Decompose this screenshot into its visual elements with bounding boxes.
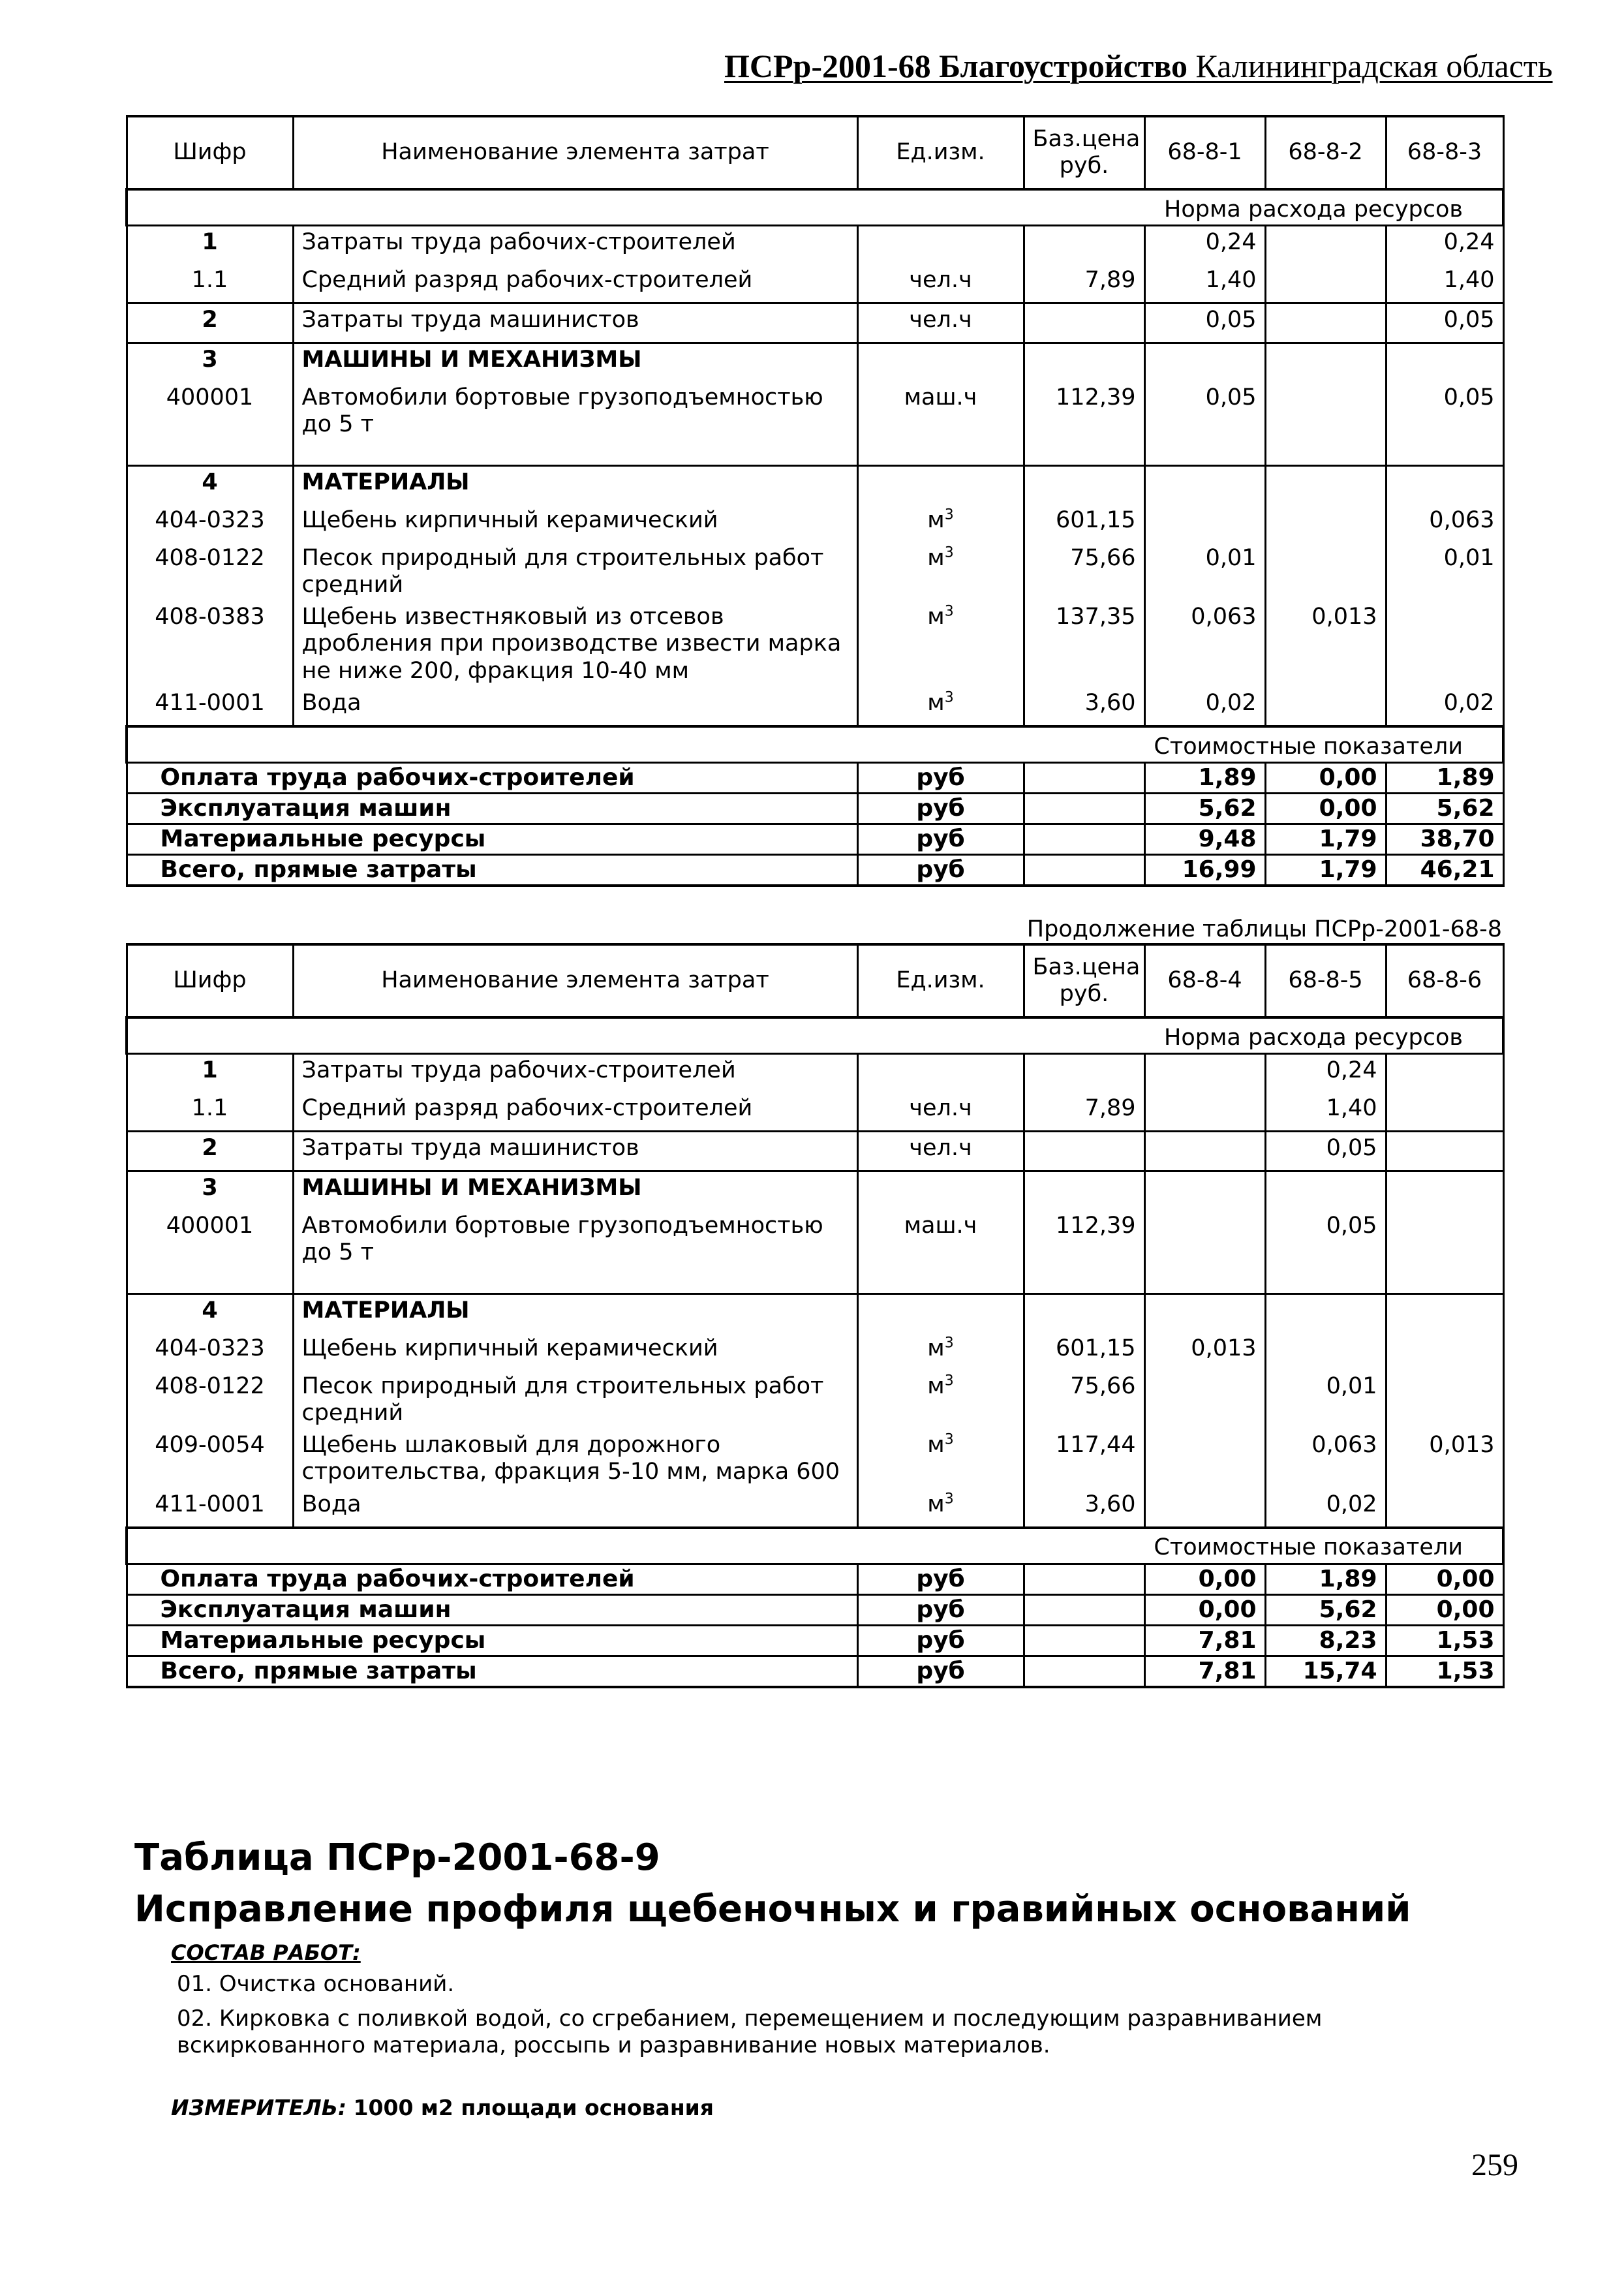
- cell-value: 0,05: [1386, 303, 1503, 343]
- table-row: [127, 1132, 1503, 1171]
- total-row: [127, 763, 1503, 794]
- measure-label: ИЗМЕРИТЕЛЬ:: [171, 2095, 347, 2120]
- total-label: Всего, прямые затраты: [127, 1656, 857, 1687]
- header-code: ПСРр-2001-68 Благоустройство: [724, 48, 1188, 84]
- cell-value: 0,24: [1144, 226, 1265, 265]
- total-unit: руб: [857, 1594, 1024, 1625]
- col-header-norm-3: 68-8-3: [1386, 116, 1503, 189]
- cell-value: [1265, 542, 1386, 602]
- cell-name: Затраты труда рабочих-строителей: [293, 1054, 857, 1093]
- cell-code: 408-0122: [127, 1371, 293, 1430]
- cell-value: 1,40: [1386, 264, 1503, 303]
- cell-value: 0,24: [1386, 226, 1503, 265]
- table-row: [127, 601, 1503, 687]
- cell-name: Средний разряд рабочих-строителей: [293, 264, 857, 303]
- total-row: [127, 1625, 1503, 1656]
- cell-value: 0,013: [1144, 1333, 1265, 1371]
- total-label: Оплата труда рабочих-строителей: [127, 1564, 857, 1594]
- cell-name: Песок природный для строительных работ средний: [293, 1371, 857, 1430]
- table-row: [127, 1092, 1503, 1132]
- cell-code: 4: [127, 1293, 293, 1333]
- cell-unit: маш.ч: [857, 382, 1024, 441]
- cell-value: 0,05: [1265, 1210, 1386, 1269]
- cell-value: 0,01: [1144, 542, 1265, 602]
- table-header-row: [127, 116, 1503, 189]
- total-unit: руб: [857, 794, 1024, 824]
- cell-unit: $м^3$: [857, 504, 1024, 542]
- col-header-name: Наименование элемента затрат: [293, 944, 857, 1017]
- cell-value: [1144, 1371, 1265, 1430]
- total-row: [127, 1656, 1503, 1687]
- cell-unit: $м^3$: [857, 1489, 1024, 1528]
- cell-price: 3,60: [1024, 1489, 1144, 1528]
- total-value: 9,48: [1144, 824, 1265, 855]
- cell-unit: $м^3$: [857, 1429, 1024, 1489]
- cell-name: Автомобили бортовые грузоподъемностью до 5 т: [293, 1210, 857, 1269]
- cell-price: 75,66: [1024, 542, 1144, 602]
- total-value: 0,00: [1265, 794, 1386, 824]
- cell-unit: [857, 1054, 1024, 1093]
- cell-value: [1386, 1092, 1503, 1132]
- cell-code: 4: [127, 465, 293, 504]
- cell-code: 1.1: [127, 264, 293, 303]
- total-label: Всего, прямые затраты: [127, 855, 857, 886]
- section-subtitle: Исправление профиля щебеночных и гравийных оснований: [134, 1888, 1411, 1930]
- cell-unit: чел.ч: [857, 1132, 1024, 1171]
- cell-value: 0,02: [1386, 687, 1503, 726]
- cell-code: 1: [127, 1054, 293, 1093]
- cell-code: 411-0001: [127, 1489, 293, 1528]
- cell-value: [1386, 601, 1503, 687]
- total-value: 8,23: [1265, 1625, 1386, 1656]
- cell-unit: $м^3$: [857, 687, 1024, 726]
- total-value: 0,00: [1265, 763, 1386, 794]
- table-title: Таблица ПСРр-2001-68-9: [134, 1836, 660, 1879]
- total-value: 5,62: [1265, 1594, 1386, 1625]
- cell-price: 112,39: [1024, 1210, 1144, 1269]
- col-header-code: Шифр: [127, 116, 293, 189]
- table-row: [127, 542, 1503, 602]
- table-row: [127, 343, 1503, 382]
- cell-value: 0,01: [1386, 542, 1503, 602]
- cell-code: 400001: [127, 1210, 293, 1269]
- cell-unit: маш.ч: [857, 1210, 1024, 1269]
- col-header-norm-4: 68-8-4: [1144, 944, 1265, 1017]
- cell-value: [1144, 1429, 1265, 1489]
- col-header-norm-5: 68-8-5: [1265, 944, 1386, 1017]
- cell-price: 601,15: [1024, 504, 1144, 542]
- cell-name: Щебень кирпичный керамический: [293, 504, 857, 542]
- cost-label: Стоимостные показатели: [127, 1528, 1503, 1564]
- total-label: Материальные ресурсы: [127, 824, 857, 855]
- measure-value: 1000 м2 площади основания: [353, 2095, 714, 2120]
- cell-value: [1265, 264, 1386, 303]
- cell-value: 0,05: [1386, 382, 1503, 441]
- cell-value: [1265, 226, 1386, 265]
- cell-value: 1,40: [1265, 1092, 1386, 1132]
- table-row: [127, 226, 1503, 265]
- cell-code: 2: [127, 303, 293, 343]
- cell-unit: чел.ч: [857, 1092, 1024, 1132]
- cell-unit: $м^3$: [857, 542, 1024, 602]
- total-value: 1,79: [1265, 855, 1386, 886]
- cell-value: [1386, 1333, 1503, 1371]
- cell-value: [1265, 303, 1386, 343]
- total-label: Эксплуатация машин: [127, 794, 857, 824]
- cell-code: 408-0383: [127, 601, 293, 687]
- cell-code: 1: [127, 226, 293, 265]
- table-header-row: [127, 944, 1503, 1017]
- cell-name: Средний разряд рабочих-строителей: [293, 1092, 857, 1132]
- total-value: 1,89: [1386, 763, 1503, 794]
- cell-name: Песок природный для строительных работ средний: [293, 542, 857, 602]
- total-unit: руб: [857, 1656, 1024, 1687]
- works-label: СОСТАВ РАБОТ:: [171, 1940, 361, 1965]
- page-number: 259: [1471, 2148, 1518, 2182]
- table-row: [127, 264, 1503, 303]
- norm-label: Норма расхода ресурсов: [127, 1017, 1503, 1054]
- cell-name: Затраты труда рабочих-строителей: [293, 226, 857, 265]
- cell-value: [1386, 1132, 1503, 1171]
- cell-price: 7,89: [1024, 264, 1144, 303]
- table-row: [127, 1333, 1503, 1371]
- total-value: 0,00: [1386, 1564, 1503, 1594]
- total-row: [127, 855, 1503, 886]
- cell-value: 0,013: [1265, 601, 1386, 687]
- total-value: 1,53: [1386, 1625, 1503, 1656]
- cell-value: [1144, 1054, 1265, 1093]
- header-region: Калининградская область: [1195, 48, 1553, 84]
- section-norm-row: [127, 1017, 1503, 1054]
- table-row: [127, 303, 1503, 343]
- table-row: [127, 1171, 1503, 1211]
- total-row: [127, 1594, 1503, 1625]
- cell-name: Затраты труда машинистов: [293, 1132, 857, 1171]
- measure-line: [171, 2095, 714, 2120]
- cell-unit: чел.ч: [857, 303, 1024, 343]
- total-value: 5,62: [1144, 794, 1265, 824]
- table-row: [127, 1054, 1503, 1093]
- cell-unit: $м^3$: [857, 1371, 1024, 1430]
- total-label: Эксплуатация машин: [127, 1594, 857, 1625]
- total-value: 5,62: [1386, 794, 1503, 824]
- cell-section-title: МАТЕРИАЛЫ: [293, 1293, 857, 1333]
- cell-price: 137,35: [1024, 601, 1144, 687]
- col-header-unit: Ед.изм.: [857, 944, 1024, 1017]
- cell-unit: чел.ч: [857, 264, 1024, 303]
- page-header: [724, 47, 1553, 85]
- cell-value: [1144, 1132, 1265, 1171]
- cell-unit: $м^3$: [857, 601, 1024, 687]
- cell-value: [1386, 1210, 1503, 1269]
- cell-price: [1024, 226, 1144, 265]
- col-header-price: Баз.цена руб.: [1024, 944, 1144, 1017]
- col-header-norm-2: 68-8-2: [1265, 116, 1386, 189]
- total-value: 1,53: [1386, 1656, 1503, 1687]
- cell-price: 3,60: [1024, 687, 1144, 726]
- cell-price: [1024, 1132, 1144, 1171]
- cell-section-title: МАТЕРИАЛЫ: [293, 465, 857, 504]
- total-unit: руб: [857, 855, 1024, 886]
- cell-value: [1265, 1333, 1386, 1371]
- col-header-norm-6: 68-8-6: [1386, 944, 1503, 1017]
- total-value: 0,00: [1386, 1594, 1503, 1625]
- cell-value: 0,02: [1144, 687, 1265, 726]
- continuation-note: Продолжение таблицы ПСРр-2001-68-8: [1026, 916, 1502, 942]
- cell-code: 3: [127, 343, 293, 382]
- total-value: 16,99: [1144, 855, 1265, 886]
- col-header-norm-1: 68-8-1: [1144, 116, 1265, 189]
- total-value: 1,89: [1144, 763, 1265, 794]
- cell-value: [1386, 1489, 1503, 1528]
- cell-value: 0,063: [1386, 504, 1503, 542]
- cell-unit: [857, 226, 1024, 265]
- cell-value: 0,063: [1144, 601, 1265, 687]
- table-row: [127, 465, 1503, 504]
- cell-value: 0,02: [1265, 1489, 1386, 1528]
- table-row: [127, 687, 1503, 726]
- cell-code: 404-0323: [127, 504, 293, 542]
- cell-value: [1386, 1371, 1503, 1430]
- total-value: 1,89: [1265, 1564, 1386, 1594]
- cell-value: [1144, 1210, 1265, 1269]
- total-value: 0,00: [1144, 1564, 1265, 1594]
- total-label: Оплата труда рабочих-строителей: [127, 763, 857, 794]
- resource-table-68-8-4-6: [125, 943, 1505, 1688]
- cell-name: Щебень известняковый из отсевов дробления при производстве извести марка не ниже 200, фракция 10-40 мм: [293, 601, 857, 687]
- cell-code: 411-0001: [127, 687, 293, 726]
- norm-label: Норма расхода ресурсов: [127, 189, 1503, 226]
- cell-value: 0,05: [1265, 1132, 1386, 1171]
- cell-value: 0,01: [1265, 1371, 1386, 1430]
- table-row: [127, 382, 1503, 441]
- cell-name: Автомобили бортовые грузоподъемностью до 5 т: [293, 382, 857, 441]
- total-value: 46,21: [1386, 855, 1503, 886]
- total-value: 0,00: [1144, 1594, 1265, 1625]
- cell-value: [1386, 1054, 1503, 1093]
- cell-code: 3: [127, 1171, 293, 1211]
- col-header-unit: Ед.изм.: [857, 116, 1024, 189]
- cell-name: Вода: [293, 687, 857, 726]
- cell-code: 400001: [127, 382, 293, 441]
- total-row: [127, 794, 1503, 824]
- cell-code: 408-0122: [127, 542, 293, 602]
- total-unit: руб: [857, 763, 1024, 794]
- work-item: 01. Очистка оснований.: [177, 1971, 455, 1997]
- table-row: [127, 1371, 1503, 1430]
- section-norm-row: [127, 189, 1503, 226]
- cell-code: 2: [127, 1132, 293, 1171]
- total-value: 15,74: [1265, 1656, 1386, 1687]
- total-unit: руб: [857, 1625, 1024, 1656]
- cell-value: [1144, 1092, 1265, 1132]
- cell-value: 1,40: [1144, 264, 1265, 303]
- total-value: 38,70: [1386, 824, 1503, 855]
- resource-table-68-8-1-3: [125, 115, 1505, 887]
- cell-value: [1265, 687, 1386, 726]
- table-row: [127, 504, 1503, 542]
- cell-value: 0,05: [1144, 303, 1265, 343]
- col-header-code: Шифр: [127, 944, 293, 1017]
- cell-value: 0,24: [1265, 1054, 1386, 1093]
- table-row: [127, 1429, 1503, 1489]
- cell-code: 409-0054: [127, 1429, 293, 1489]
- cell-price: [1024, 1054, 1144, 1093]
- total-unit: руб: [857, 1564, 1024, 1594]
- cell-value: [1144, 1489, 1265, 1528]
- work-item: 02. Кирковка с поливкой водой, со сгребанием, перемещением и последующим разравниванием вскиркованного материала, россыпь и разравнивание новых материалов.: [177, 2005, 1323, 2059]
- col-header-price: Баз.цена руб.: [1024, 116, 1144, 189]
- cell-price: [1024, 303, 1144, 343]
- total-value: 1,79: [1265, 824, 1386, 855]
- cell-price: 75,66: [1024, 1371, 1144, 1430]
- cell-name: Щебень кирпичный керамический: [293, 1333, 857, 1371]
- cell-price: 117,44: [1024, 1429, 1144, 1489]
- table-row: [127, 1489, 1503, 1528]
- cell-value: 0,013: [1386, 1429, 1503, 1489]
- section-cost-row: [127, 1528, 1503, 1564]
- cell-value: 0,063: [1265, 1429, 1386, 1489]
- total-row: [127, 824, 1503, 855]
- table-row: [127, 1293, 1503, 1333]
- cell-value: [1265, 382, 1386, 441]
- cell-price: 7,89: [1024, 1092, 1144, 1132]
- cell-code: 404-0323: [127, 1333, 293, 1371]
- total-unit: руб: [857, 824, 1024, 855]
- cell-section-title: МАШИНЫ И МЕХАНИЗМЫ: [293, 1171, 857, 1211]
- col-header-name: Наименование элемента затрат: [293, 116, 857, 189]
- cell-code: 1.1: [127, 1092, 293, 1132]
- section-cost-row: [127, 726, 1503, 763]
- cell-name: Вода: [293, 1489, 857, 1528]
- total-value: 7,81: [1144, 1656, 1265, 1687]
- cell-unit: $м^3$: [857, 1333, 1024, 1371]
- cell-price: 112,39: [1024, 382, 1144, 441]
- cell-price: 601,15: [1024, 1333, 1144, 1371]
- total-row: [127, 1564, 1503, 1594]
- table-row: [127, 1210, 1503, 1269]
- total-label: Материальные ресурсы: [127, 1625, 857, 1656]
- total-value: 7,81: [1144, 1625, 1265, 1656]
- cost-label: Стоимостные показатели: [127, 726, 1503, 763]
- cell-section-title: МАШИНЫ И МЕХАНИЗМЫ: [293, 343, 857, 382]
- cell-value: 0,05: [1144, 382, 1265, 441]
- cell-name: Щебень шлаковый для дорожного строительства, фракция 5-10 мм, марка 600: [293, 1429, 857, 1489]
- cell-value: [1265, 504, 1386, 542]
- cell-value: [1144, 504, 1265, 542]
- cell-name: Затраты труда машинистов: [293, 303, 857, 343]
